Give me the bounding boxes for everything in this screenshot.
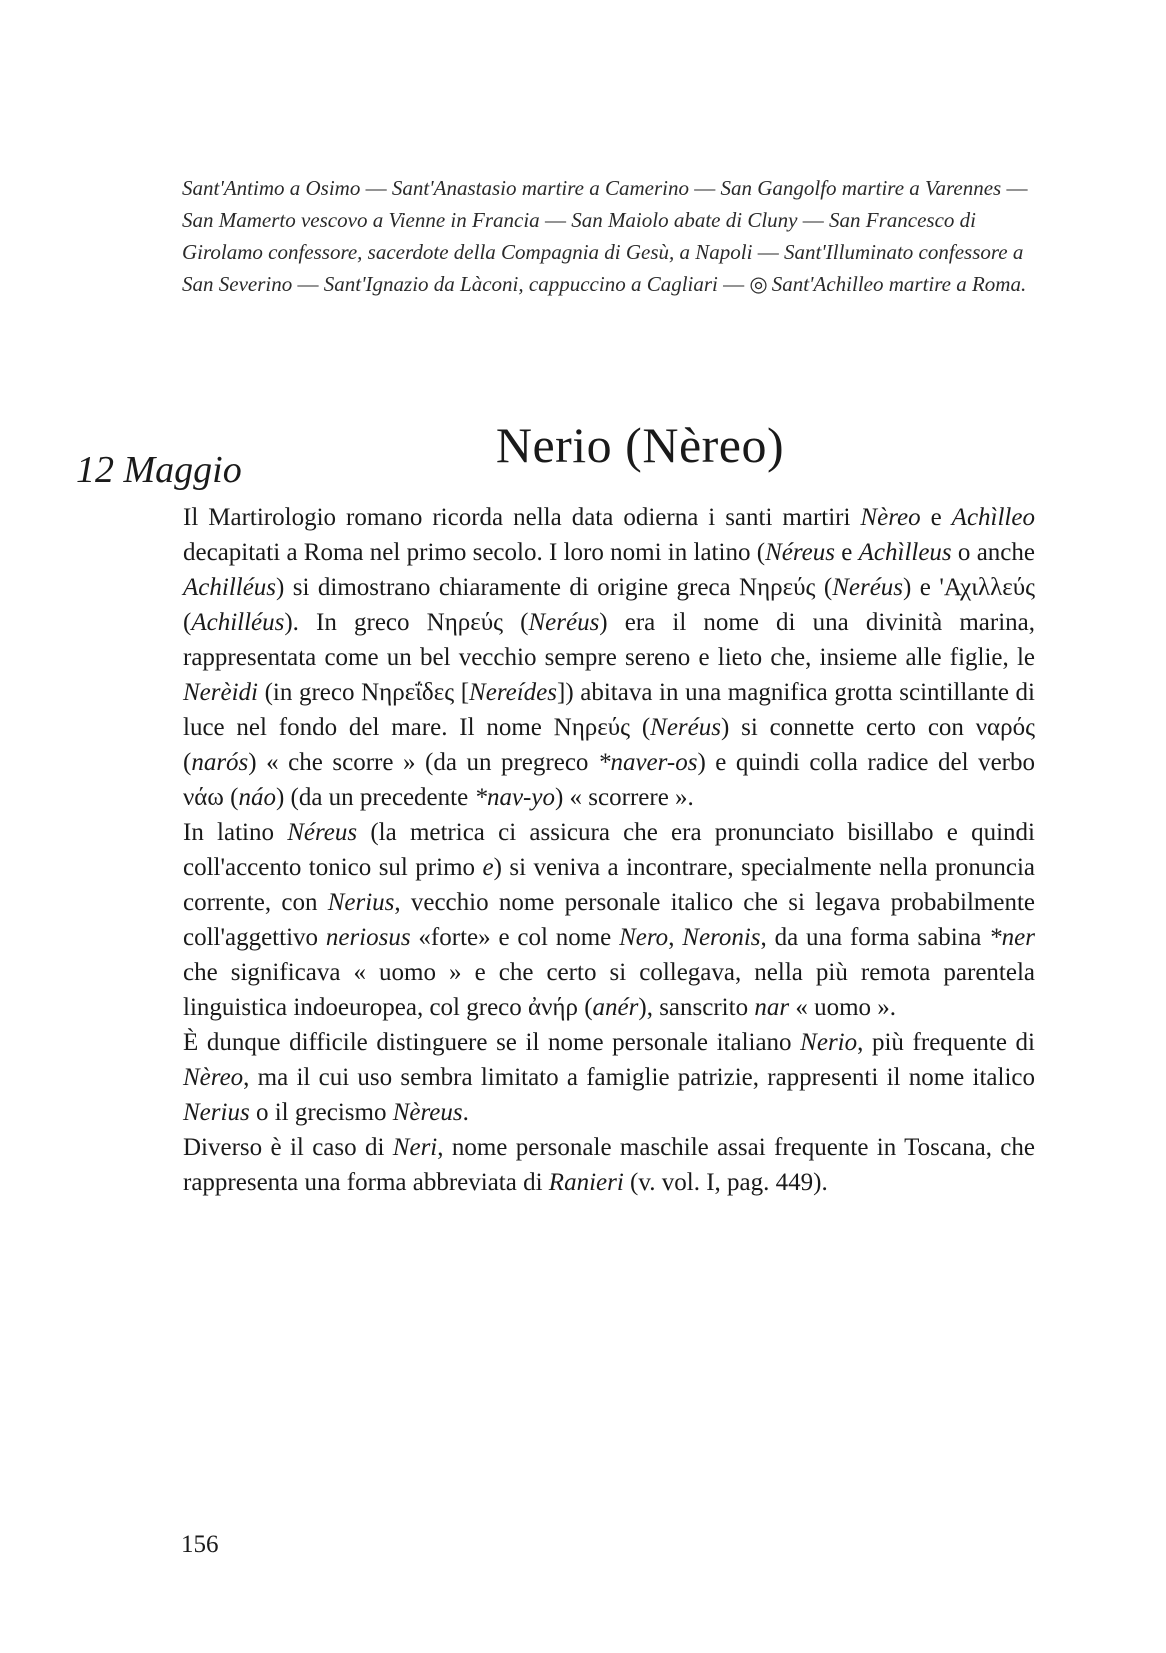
italic-term: Neronis [682, 924, 761, 951]
text-run: , [668, 924, 683, 951]
italic-term: Nèreo [183, 1064, 244, 1091]
separator: — [1006, 176, 1028, 200]
text-run: ) si dimostrano chiaramente di origine greca Νηρεύς ( [276, 574, 833, 601]
saint-entry-featured: Sant'Achilleo martire a Roma. [771, 272, 1027, 296]
italic-term: Nerio [800, 1029, 858, 1056]
italic-term: Neri [392, 1134, 438, 1161]
italic-term: Nèreo [860, 504, 921, 531]
italic-term: *naver-os [597, 749, 698, 776]
text-run: È dunque difficile distinguere se il nome personale italiano [183, 1029, 801, 1056]
italic-term: Nero [619, 924, 669, 951]
text-run: «forte» e col nome [410, 924, 620, 951]
separator: — [723, 272, 750, 296]
italic-term: e [482, 854, 494, 881]
saint-entry: Sant'Illuminato confessore a San Severino [182, 240, 1024, 296]
text-run: In latino [183, 819, 288, 846]
text-run: (in greco Νηρεΐδες [ [258, 679, 470, 706]
separator: — [297, 272, 324, 296]
text-run: , vecchio nome personale italico che si legava probabilmente coll'aggettivo [183, 889, 1035, 951]
text-run: ). In greco Νηρεύς ( [284, 609, 529, 636]
saint-entry: Sant'Ignazio da Làconi, cappuccino a Cagliari [323, 272, 718, 296]
text-run: ) e 'Αχιλλεύς ( [183, 574, 1035, 636]
text-run: « uomo ». [789, 994, 897, 1021]
paragraph [183, 500, 1035, 815]
text-run: , nome personale maschile assai frequente in Toscana, che rappresenta una forma abbreviata di [183, 1134, 1035, 1196]
paragraph [183, 1130, 1035, 1200]
italic-term: Achìlleus [858, 539, 952, 566]
italic-term: Neréus [528, 609, 600, 636]
text-run: decapitati a Roma nel primo secolo. I loro nomi in latino ( [183, 539, 766, 566]
saint-entry: San Mamerto vescovo a Vienne in Francia [182, 208, 540, 232]
text-run: ), sanscrito [638, 994, 755, 1021]
text-run: ) si connette certo con ναρός ( [183, 714, 1035, 776]
text-run: ) era il nome di una divinità marina, rappresentata come un bel vecchio sempre sereno e lieto che, insieme alle figlie, le [183, 609, 1035, 671]
italic-term: anér [592, 994, 639, 1021]
text-run: che significava « uomo » e che certo si collegava, nella più remota parentela linguistica indoeuropea, col greco ἀνήρ ( [183, 959, 1035, 1021]
saint-entry: San Maiolo abate di Cluny [571, 208, 798, 232]
italic-term: nar [754, 994, 790, 1021]
paragraph [183, 815, 1035, 1025]
separator: — [757, 240, 784, 264]
text-run: , più frequente di [857, 1029, 1035, 1056]
separator: — [802, 208, 830, 232]
italic-term: *ner [989, 924, 1035, 951]
text-run: ) (da un precedente [275, 784, 475, 811]
italic-term: neriosus [325, 924, 411, 951]
text-run: (v. vol. I, pag. 449). [623, 1169, 828, 1196]
featured-saint-marker-icon: ◎ [749, 272, 768, 296]
italic-term: narós [191, 749, 249, 776]
italic-term: Nereídes [469, 679, 557, 706]
saint-entry: Sant'Antimo a Osimo [182, 176, 361, 200]
text-run: , ma il cui uso sembra limitato a famiglie patrizie, rappresenti il nome italico [243, 1064, 1035, 1091]
separator: — [544, 208, 572, 232]
text-run: . [462, 1099, 469, 1126]
saint-entry: San Gangolfo martire a Varennes [720, 176, 1002, 200]
italic-term: Ranieri [548, 1169, 624, 1196]
text-run: ) « scorrere ». [554, 784, 694, 811]
text-run: Diverso è il caso di [183, 1134, 393, 1161]
italic-term: náo [238, 784, 276, 811]
text-run: e [834, 539, 859, 566]
text-run: (la metrica ci assicura che era pronunciato bisillabo e quindi coll'accento tonico sul primo [183, 819, 1035, 881]
italic-term: Achilléus [191, 609, 285, 636]
text-run: o il grecismo [249, 1099, 393, 1126]
text-run: ) e quindi colla radice del verbo νάω ( [183, 749, 1036, 811]
italic-term: Achìlleo [951, 504, 1035, 531]
text-run: Il Martirologio romano ricorda nella data odierna i santi martiri [183, 504, 861, 531]
separator: — [365, 176, 392, 200]
italic-term: Neréus [650, 714, 721, 741]
italic-term: Nèreus [392, 1099, 463, 1126]
page-number: 156 [181, 1531, 219, 1558]
italic-term: Nerèidi [183, 679, 258, 706]
italic-term: *nav-yo [474, 784, 555, 811]
text-run: ]) abitava in una magnifica grotta scintillante di luce nel fondo del mare. Il nome Νηρεύς ( [183, 679, 1036, 741]
separator: — [694, 176, 721, 200]
italic-term: Néreus [765, 539, 835, 566]
entry-title: Nerio (Nèreo) [495, 416, 785, 473]
saints-of-the-day-list [182, 172, 1054, 300]
text-run: ) « che scorre » (da un pregreco [248, 749, 598, 776]
text-run: o anche [951, 539, 1035, 566]
italic-term: Néreus [287, 819, 358, 846]
saint-entry: San Francesco di Girolamo confessore, sacerdote della Compagnia di Gesù, a Napoli [182, 208, 976, 264]
italic-term: Neréus [832, 574, 904, 601]
italic-term: Nerius [183, 1099, 250, 1126]
saint-entry: Sant'Anastasio martire a Camerino [391, 176, 689, 200]
italic-term: Nerius [327, 889, 395, 916]
text-run: , da una forma sabina [760, 924, 990, 951]
entry-date: 12 Maggio [76, 449, 242, 491]
paragraph [183, 1025, 1035, 1130]
text-run: ) si veniva a incontrare, specialmente nella pronuncia corrente, con [183, 854, 1036, 916]
entry-body [183, 500, 1035, 1200]
italic-term: Achilléus [183, 574, 277, 601]
text-run: e [920, 504, 952, 531]
